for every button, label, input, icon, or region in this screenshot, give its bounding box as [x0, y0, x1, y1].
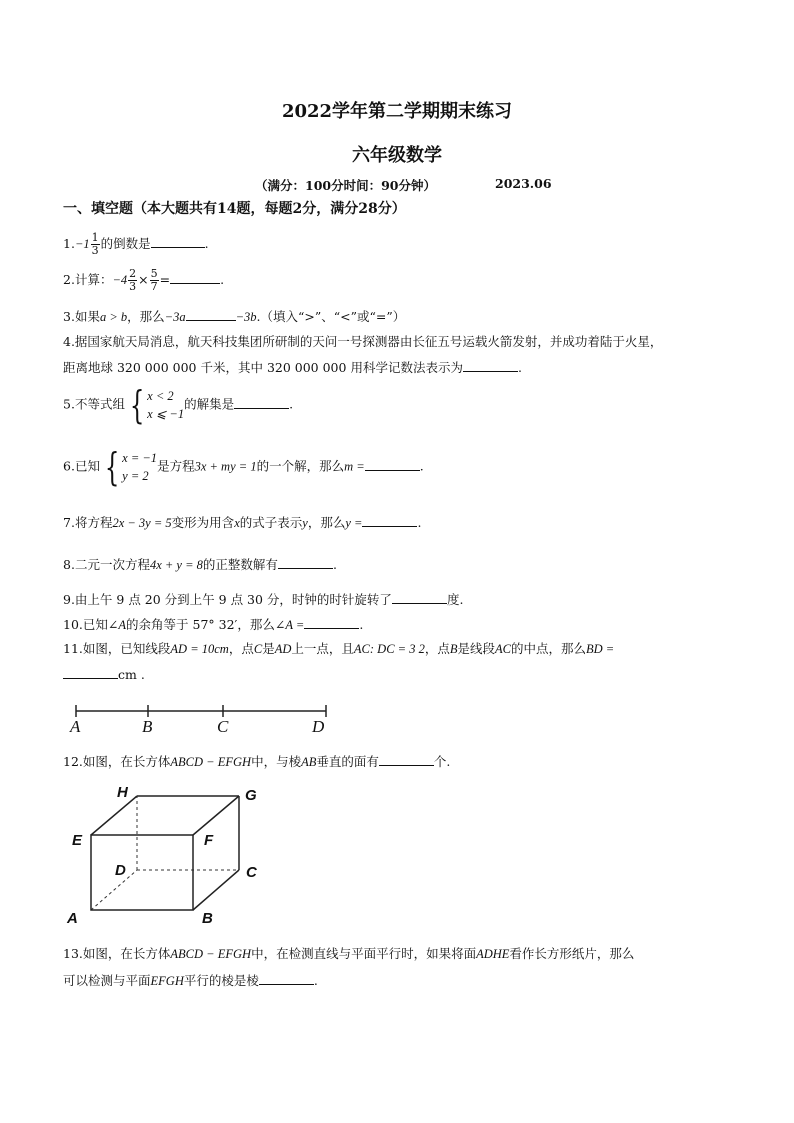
question-11-line-1: 11.如图，已知线段AD = 10cm，点C是AD上一点，且AC: DC = 3 2，点B是线段AC的中点，那么BD =	[63, 641, 615, 656]
vertex-label-g: G	[245, 787, 257, 804]
vertex-label-f: F	[204, 832, 214, 849]
vertex-label-e: E	[72, 832, 83, 849]
face-abfe	[91, 835, 193, 910]
exam-date: 2023.06	[495, 176, 552, 191]
answer-blank-2[interactable]	[170, 271, 220, 284]
edge-eh	[91, 796, 137, 835]
question-7: 7.将方程2x − 3y = 5变形为用含x的式子表示y，那么y = .	[63, 515, 422, 530]
subject-title: 六年级数学	[352, 145, 442, 166]
question-13-line-2: 可以检测与平面EFGH平行的棱是棱 .	[63, 973, 318, 988]
question-6: 6.已知 { x = −1 y = 2 是方程3x + my = 1的一个解，那么m = .	[63, 445, 424, 489]
cuboid-figure	[60, 780, 260, 930]
question-3: 3.如果a > b，那么−3a −3b.（填入“>”、“<”或“=”）	[63, 309, 406, 324]
question-2: 2.计算：−4 $\frac{2}{3}$ × $\frac{5}{7}$ = .	[63, 267, 225, 293]
vertex-label-c: C	[246, 864, 257, 881]
question-10: 10.已知∠A的余角等于 57° 32′，那么∠A = .	[63, 617, 364, 632]
answer-blank-12[interactable]	[379, 753, 434, 766]
point-label-d: D	[312, 717, 325, 736]
segment-figure	[62, 697, 342, 745]
vertex-label-h: H	[117, 784, 128, 801]
point-label-b: B	[142, 717, 153, 736]
edge-ad-hidden	[91, 870, 137, 910]
question-8: 8.二元一次方程4x + y = 8的正整数解有 .	[63, 557, 337, 572]
exam-title: 2022学年第二学期期末练习	[281, 101, 513, 122]
answer-blank-10[interactable]	[304, 616, 359, 629]
question-12: 12.如图，在长方体ABCD − EFGH中，与棱AB垂直的面有 个.	[63, 754, 451, 769]
answer-blank-5[interactable]	[234, 396, 289, 409]
answer-blank-1[interactable]	[151, 235, 205, 248]
answer-blank-6[interactable]	[365, 458, 420, 471]
vertex-label-a: A	[67, 910, 78, 927]
question-11-line-2: cm .	[63, 666, 145, 683]
answer-blank-11[interactable]	[63, 666, 118, 679]
answer-blank-13[interactable]	[259, 972, 314, 985]
section-heading: 一、填空题（本大题共有14题，每题2分，满分28分）	[63, 201, 406, 217]
score-time-info: （满分：100分时间：90分钟）	[255, 178, 436, 193]
point-label-c: C	[217, 717, 229, 736]
question-4-line-1: 4.据国家航天局消息，航天科技集团所研制的天问一号探测器由长征五号运载火箭发射，并成功着陆于火星，	[63, 334, 663, 349]
answer-blank-7[interactable]	[362, 514, 417, 527]
question-4-line-2: 距离地球 320 000 000 千米，其中 320 000 000 用科学记数法表示为 .	[63, 360, 522, 375]
question-9: 9.由上午 9 点 20 分到上午 9 点 30 分，时钟的时针旋转了 度.	[63, 592, 464, 607]
vertex-label-b: B	[202, 910, 213, 927]
question-5: 5.不等式组 { x < 2 x ⩽ −1 的解集是 .	[63, 383, 294, 427]
answer-blank-4[interactable]	[463, 359, 518, 372]
question-13-line-1: 13.如图，在长方体ABCD − EFGH中，在检测直线与平面平行时，如果将面ADHE看作长方形纸片，那么	[63, 946, 635, 961]
answer-blank-9[interactable]	[392, 591, 447, 604]
question-1: 1.−1 $\frac{1}{3}$ 的倒数是 .	[63, 231, 209, 257]
answer-blank-8[interactable]	[278, 556, 333, 569]
edge-fg	[193, 796, 239, 835]
vertex-label-d: D	[115, 862, 126, 879]
point-label-a: A	[70, 717, 81, 736]
answer-blank-3[interactable]	[186, 308, 236, 321]
edge-bc	[193, 870, 239, 910]
